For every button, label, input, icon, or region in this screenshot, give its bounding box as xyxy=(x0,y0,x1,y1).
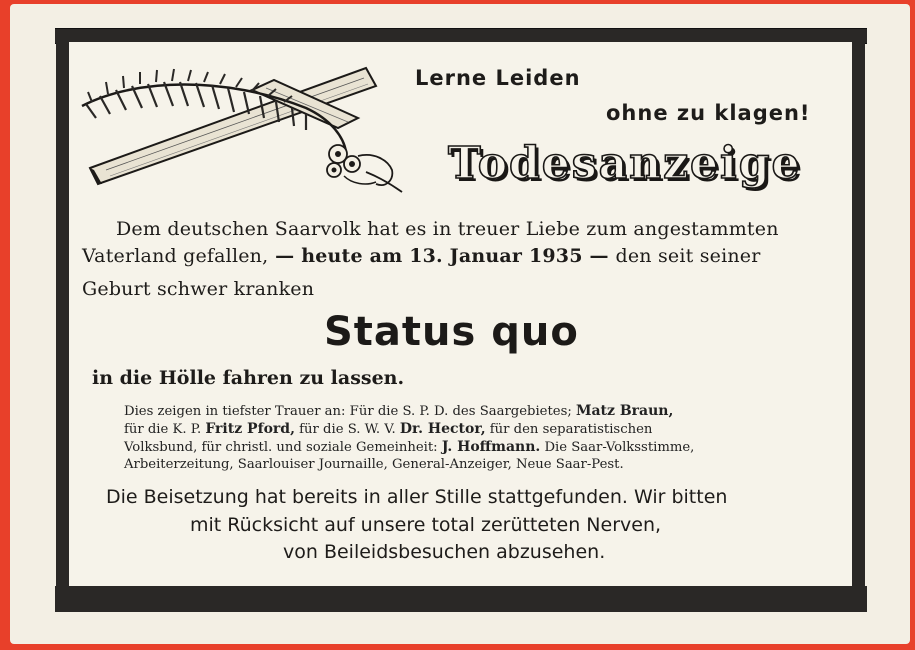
flower-bouquet-icon xyxy=(327,145,402,192)
mourners-text: für die K. P. xyxy=(124,422,202,437)
motto-line-2: ohne zu klagen! xyxy=(606,101,811,125)
mourners-text: Volksbund, für christl. und soziale Gemeinheit: xyxy=(124,440,438,455)
intro-line-2c: den seit seiner xyxy=(615,245,761,267)
motto-line-1: Lerne Leiden xyxy=(415,66,581,90)
deceased-name: Status quo xyxy=(324,309,579,355)
mourners-text: für die S. W. V. xyxy=(299,422,396,437)
intro-line-3: Geburt schwer kranken xyxy=(82,278,315,300)
mourners-line-1 xyxy=(124,403,673,419)
death-date: — heute am 13. Januar 1935 — xyxy=(268,245,616,267)
cross-palm-emblem xyxy=(76,60,416,195)
notice-title: Todesanzeige xyxy=(448,138,802,189)
mourning-border-left xyxy=(56,42,69,586)
mourners-text: Dies zeigen in tiefster Trauer an: Für die S. P. D. des Saargebietes; xyxy=(124,404,572,419)
mourners-text: für den separatistischen xyxy=(489,422,653,437)
intro-line-1: Dem deutschen Saarvolk hat es in treuer Liebe zum angestammten xyxy=(116,218,779,240)
mourning-border-right xyxy=(852,42,865,586)
mourner-name: Fritz Pford, xyxy=(205,421,295,437)
mourners-line-2 xyxy=(124,421,652,437)
mourners-line-4: Arbeiterzeitung, Saarlouiser Journaille, General-Anzeiger, Neue Saar-Pest. xyxy=(124,457,624,472)
closing-line-1: Die Beisetzung hat bereits in aller Stille stattgefunden. Wir bitten xyxy=(106,486,728,508)
mourners-line-3 xyxy=(124,439,694,455)
fate-line: in die Hölle fahren zu lassen. xyxy=(92,367,405,389)
intro-line-2 xyxy=(82,245,761,267)
mourner-name: Dr. Hector, xyxy=(399,421,486,437)
closing-line-2: mit Rücksicht auf unsere total zerütteten Nerven, xyxy=(190,514,662,536)
mourner-name: Matz Braun, xyxy=(575,403,674,419)
mourner-name: J. Hoffmann. xyxy=(441,439,541,455)
mourning-border-bottom xyxy=(55,586,867,612)
closing-line-3: von Beileidsbesuchen abzusehen. xyxy=(283,541,606,563)
mourners-text: Die Saar-Volksstimme, xyxy=(544,440,695,455)
intro-line-2a: Vaterland gefallen, xyxy=(82,245,269,267)
